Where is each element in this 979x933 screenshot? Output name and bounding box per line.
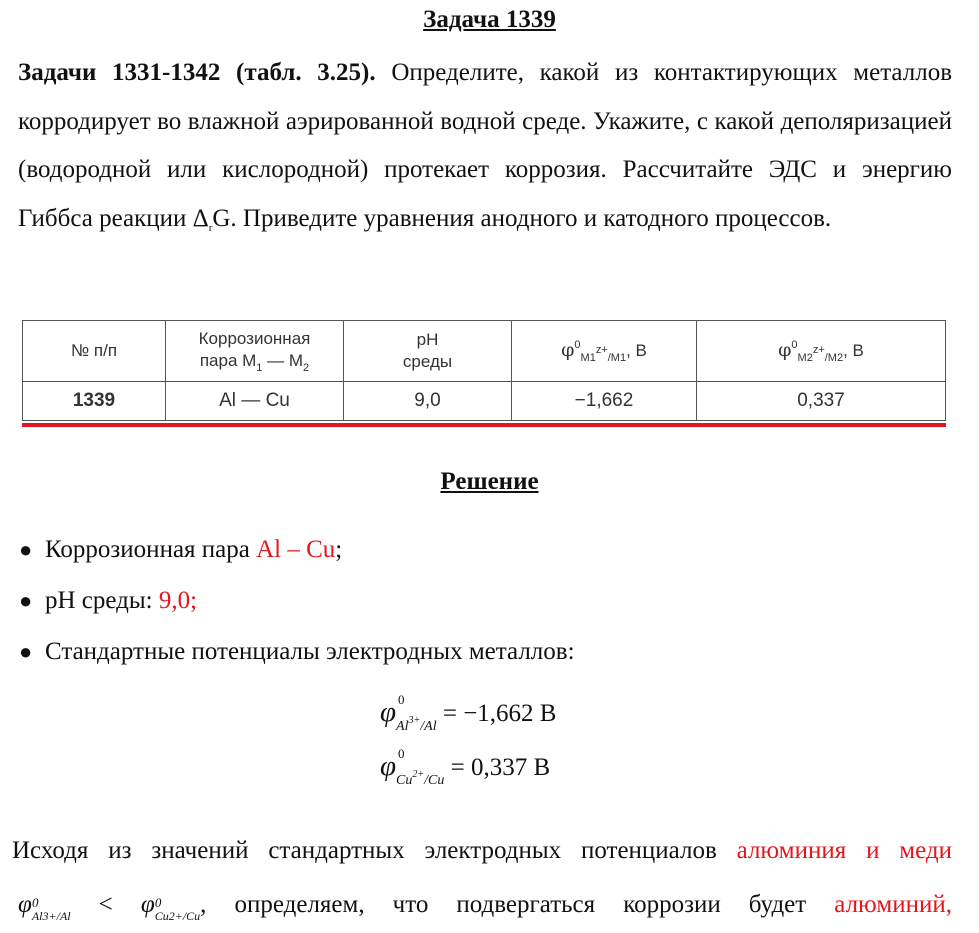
conclusion-line-2: φ 0 $_{Al3+/Al}$ < φ 0 $_{Cu2+/Cu}$, определяем, что подвергаться коррозии будет алюминий, (18, 891, 952, 923)
list-item: ● Стандартные потенциалы электродных металлов: (0, 628, 575, 679)
bullet-icon: ● (19, 639, 33, 664)
header-num: № п/п (23, 321, 166, 382)
bullet-icon: ● (19, 537, 33, 562)
header-phi2: $\varphi^0_{M2z+/M2}$, В (697, 321, 946, 382)
table-red-underline (22, 423, 946, 427)
data-table (22, 320, 946, 421)
cell-ph: 9,0 (344, 382, 512, 421)
solution-list (0, 526, 575, 679)
header-phi1: $\varphi^0_{M1z+/M1}$, В (512, 321, 697, 382)
delta-subscript: r (208, 221, 213, 234)
bullet-icon: ● (19, 588, 33, 613)
list-item: ● pH среды: 9,0; (0, 577, 575, 628)
table-row (23, 382, 946, 421)
equation-al: φ 0 $_{Al^{3+}/Al}$ = −1,662 В (380, 692, 557, 734)
solution-title: Решение (440, 468, 539, 495)
cell-num: 1339 (23, 382, 166, 421)
cell-pair: Al — Cu (166, 382, 344, 421)
task-text: Определите, какой из контактирующих металлов корродирует во влажной аэрированной водной среде. Укажите, с какой деполяризацией (водородной или кислородной) протекает коррозия. Рассчитайте ЭДС и энергию Гиббса реакции Δ (18, 59, 953, 232)
list-item: ● Коррозионная пара Al – Cu; (0, 526, 575, 577)
conclusion-line-1: Исходя из значений стандартных электродных потенциалов алюминия и меди (12, 837, 952, 864)
task-bold-prefix: Задачи 1331-1342 (табл. 3.25). (18, 59, 376, 86)
header-ph: pH среды (344, 321, 512, 382)
cell-phi1: −1,662 (512, 382, 697, 421)
task-text-end: G. Приведите уравнения анодного и катодного процессов. (212, 204, 832, 232)
page-title: Задача 1339 (423, 6, 556, 33)
header-pair: Коррозионная пара $M_1$ — $M_2$ (166, 321, 344, 382)
table-header-row (23, 321, 946, 382)
task-statement (18, 49, 952, 247)
equation-cu: φ 0 $_{Cu^{2+}/Cu}$ = 0,337 В (380, 746, 551, 788)
cell-phi2: 0,337 (697, 382, 946, 421)
